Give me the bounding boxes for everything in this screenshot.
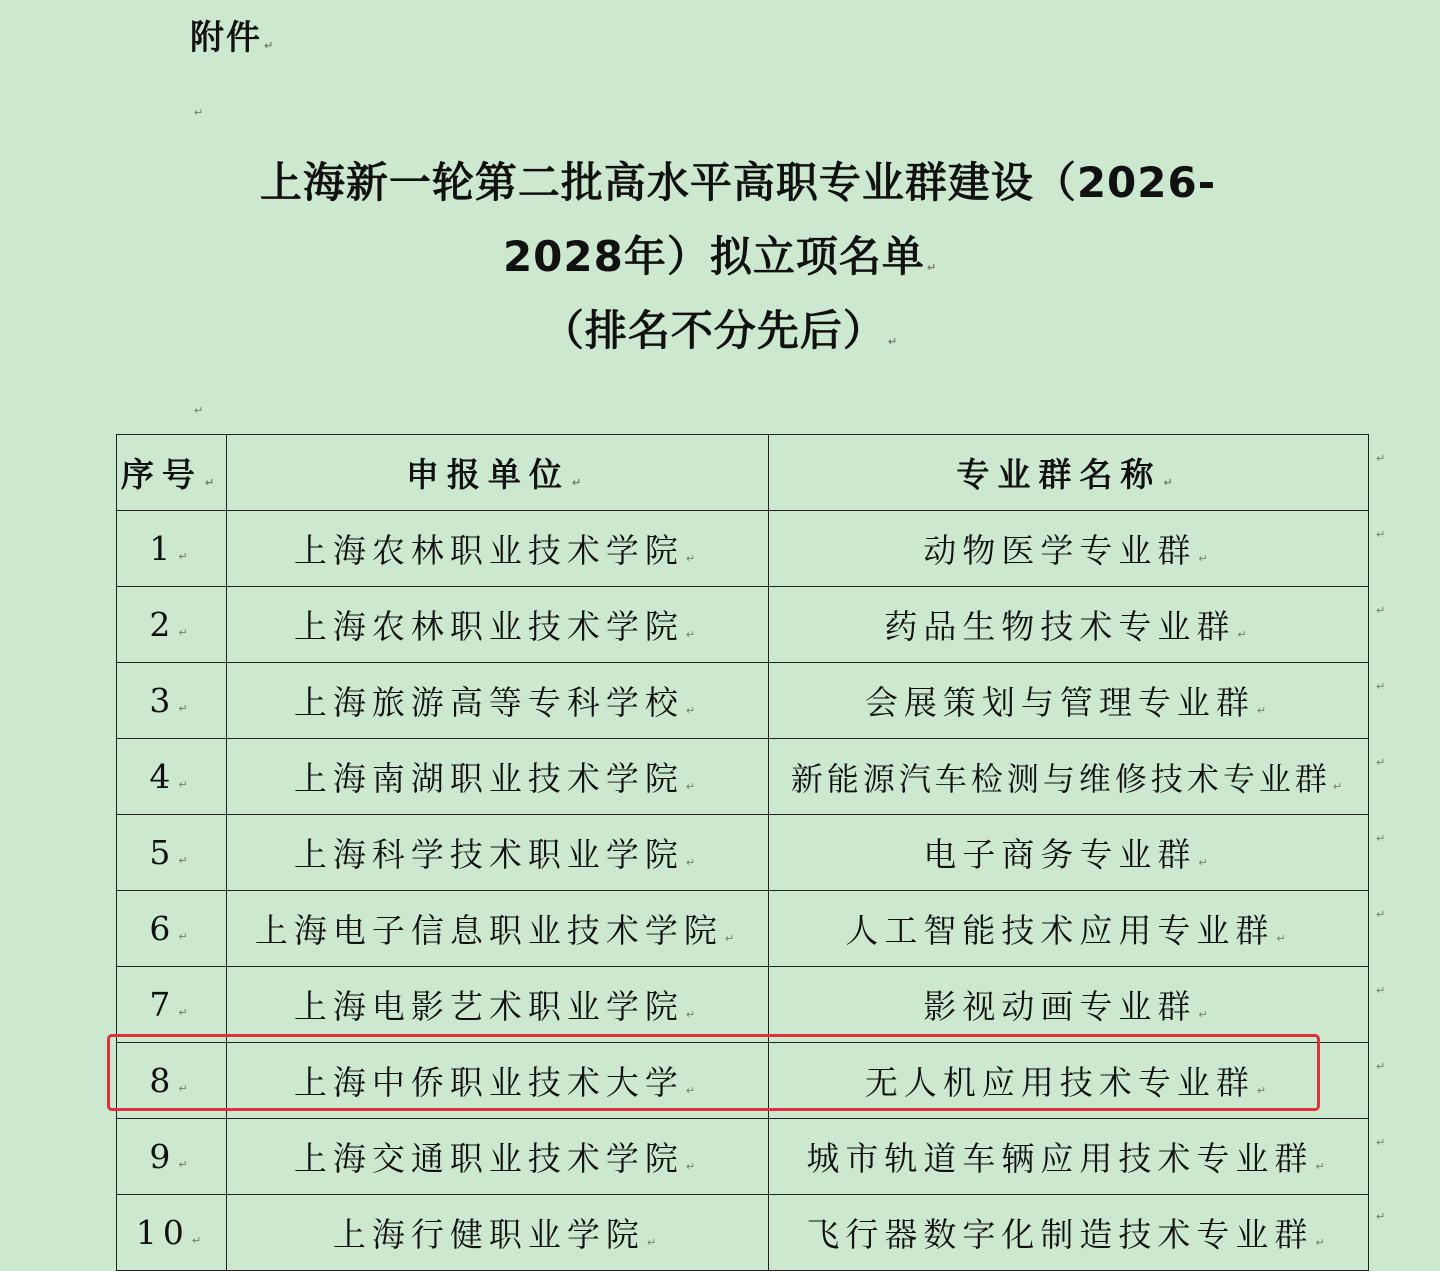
table-row xyxy=(117,511,1369,587)
paragraph-mark: ↵ xyxy=(191,1234,208,1247)
row-group-cell: 会展策划与管理专业群 ↵ xyxy=(769,663,1369,739)
attachment-label: 附件 ↵ xyxy=(190,18,276,58)
paragraph-mark: ↵ xyxy=(1276,932,1292,945)
paragraph-mark: ↵ xyxy=(194,106,204,119)
document-title-line-2: 2028年）拟立项名单 ↵ xyxy=(502,232,938,281)
row-end-mark: ↵ xyxy=(1376,1136,1386,1149)
table-row xyxy=(117,891,1369,967)
row-group-cell: 影视动画专业群 ↵ xyxy=(769,967,1369,1043)
paragraph-mark: ↵ xyxy=(646,1236,663,1249)
paragraph-mark: ↵ xyxy=(178,854,194,867)
table-row xyxy=(117,663,1369,739)
paragraph-mark: ↵ xyxy=(178,1158,194,1171)
paragraph-mark: ↵ xyxy=(1256,1084,1273,1097)
row-end-mark: ↵ xyxy=(1376,452,1386,465)
row-group-cell: 电子商务专业群 ↵ xyxy=(769,815,1369,891)
paragraph-mark: ↵ xyxy=(1163,476,1181,489)
row-no-cell: 5 ↵ xyxy=(117,815,227,891)
table-row xyxy=(117,815,1369,891)
paragraph-mark: ↵ xyxy=(194,404,204,417)
paragraph-mark: ↵ xyxy=(685,1160,702,1173)
row-group-cell: 飞行器数字化制造技术专业群 ↵ xyxy=(769,1195,1369,1271)
row-unit-cell: 上海行健职业学院 ↵ xyxy=(227,1195,769,1271)
row-end-mark: ↵ xyxy=(1376,1060,1386,1073)
row-group-cell: 城市轨道车辆应用技术专业群 ↵ xyxy=(769,1119,1369,1195)
paragraph-mark: ↵ xyxy=(204,476,223,489)
row-no-cell: 8 ↵ xyxy=(117,1043,227,1119)
row-group-cell: 无人机应用技术专业群 ↵ xyxy=(769,1043,1369,1119)
paragraph-mark: ↵ xyxy=(178,702,194,715)
document-title-line-1: 上海新一轮第二批高水平高职专业群建设（2026- xyxy=(259,158,1217,207)
paragraph-mark: ↵ xyxy=(1315,1160,1331,1173)
paragraph-mark: ↵ xyxy=(685,1084,702,1097)
paragraph-mark: ↵ xyxy=(264,39,276,52)
row-no-cell: 10 ↵ xyxy=(117,1195,227,1271)
paragraph-mark: ↵ xyxy=(685,780,702,793)
paragraph-mark: ↵ xyxy=(1332,779,1347,793)
table-header-row xyxy=(117,435,1369,511)
paragraph-mark: ↵ xyxy=(1237,628,1253,641)
paragraph-mark: ↵ xyxy=(724,932,741,945)
paragraph-mark: ↵ xyxy=(685,704,702,717)
row-unit-cell: 上海农林职业技术学院 ↵ xyxy=(227,511,769,587)
row-end-mark: ↵ xyxy=(1376,756,1386,769)
table-row xyxy=(117,1043,1369,1119)
row-no-cell: 7 ↵ xyxy=(117,967,227,1043)
paragraph-mark: ↵ xyxy=(178,778,194,791)
column-header-no: 序号 ↵ xyxy=(117,435,227,511)
row-no-cell: 1 ↵ xyxy=(117,511,227,587)
table-row xyxy=(117,739,1369,815)
row-end-mark: ↵ xyxy=(1376,528,1386,541)
row-unit-cell: 上海南湖职业技术学院 ↵ xyxy=(227,739,769,815)
row-no-cell: 2 ↵ xyxy=(117,587,227,663)
paragraph-mark: ↵ xyxy=(685,1008,702,1021)
table-row xyxy=(117,587,1369,663)
row-end-mark: ↵ xyxy=(1376,680,1386,693)
row-unit-cell: 上海交通职业技术学院 ↵ xyxy=(227,1119,769,1195)
paragraph-mark: ↵ xyxy=(1198,1008,1214,1021)
column-header-unit: 申报单位 ↵ xyxy=(227,435,769,511)
paragraph-mark: ↵ xyxy=(1315,1236,1331,1249)
paragraph-mark: ↵ xyxy=(685,552,702,565)
table-row xyxy=(117,1195,1369,1271)
row-group-cell: 人工智能技术应用专业群 ↵ xyxy=(769,891,1369,967)
row-unit-cell: 上海旅游高等专科学校 ↵ xyxy=(227,663,769,739)
paragraph-mark: ↵ xyxy=(178,1082,194,1095)
table-row xyxy=(117,967,1369,1043)
row-unit-cell: 上海中侨职业技术大学 ↵ xyxy=(227,1043,769,1119)
row-end-mark: ↵ xyxy=(1376,984,1386,997)
row-no-cell: 4 ↵ xyxy=(117,739,227,815)
row-group-cell: 药品生物技术专业群 ↵ xyxy=(769,587,1369,663)
paragraph-mark: ↵ xyxy=(926,261,938,274)
paragraph-mark: ↵ xyxy=(685,628,702,641)
row-end-mark: ↵ xyxy=(1376,604,1386,617)
paragraph-mark: ↵ xyxy=(685,856,702,869)
paragraph-mark: ↵ xyxy=(1256,704,1273,717)
row-end-mark: ↵ xyxy=(1376,1210,1386,1223)
project-list-table xyxy=(116,434,1369,1271)
paragraph-mark: ↵ xyxy=(178,930,194,943)
row-unit-cell: 上海农林职业技术学院 ↵ xyxy=(227,587,769,663)
paragraph-mark: ↵ xyxy=(887,335,899,348)
row-end-mark: ↵ xyxy=(1376,832,1386,845)
table-row xyxy=(117,1119,1369,1195)
paragraph-mark: ↵ xyxy=(178,1006,194,1019)
paragraph-mark: ↵ xyxy=(1198,856,1214,869)
row-no-cell: 9 ↵ xyxy=(117,1119,227,1195)
row-no-cell: 3 ↵ xyxy=(117,663,227,739)
row-group-cell: 新能源汽车检测与维修技术专业群 ↵ xyxy=(769,739,1369,815)
paragraph-mark: ↵ xyxy=(178,550,194,563)
document-subtitle: （排名不分先后） ↵ xyxy=(541,306,899,355)
row-group-cell: 动物医学专业群 ↵ xyxy=(769,511,1369,587)
column-header-group: 专业群名称 ↵ xyxy=(769,435,1369,511)
row-unit-cell: 上海科学技术职业学院 ↵ xyxy=(227,815,769,891)
paragraph-mark: ↵ xyxy=(571,476,590,489)
paragraph-mark: ↵ xyxy=(1198,552,1214,565)
row-unit-cell: 上海电子信息职业技术学院 ↵ xyxy=(227,891,769,967)
row-unit-cell: 上海电影艺术职业学院 ↵ xyxy=(227,967,769,1043)
row-no-cell: 6 ↵ xyxy=(117,891,227,967)
paragraph-mark: ↵ xyxy=(178,626,194,639)
row-end-mark: ↵ xyxy=(1376,908,1386,921)
